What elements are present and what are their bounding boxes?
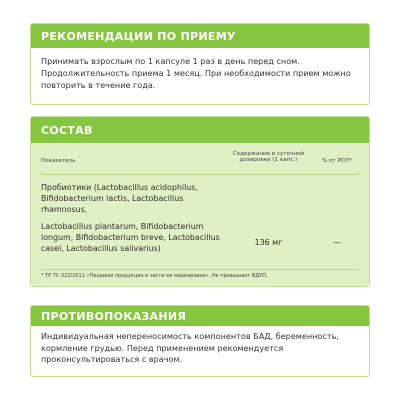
composition-table-header xyxy=(41,143,359,175)
composition-table xyxy=(31,143,369,287)
table-row xyxy=(41,175,359,213)
row-name: Пробиотики (Lactobacillus acidophilus, Bifidobacterium lactis, Lactobacillus rhamnosus, xyxy=(41,183,198,214)
header-amount: Содержание в суточной дозировке (1 капс.) xyxy=(232,151,305,163)
composition-footnote: * ТР ТС 022/2011 «Пищевая продукция в части ее маркировки». Не превышает ВДУП. xyxy=(41,269,359,279)
composition-card xyxy=(30,116,370,287)
composition-title: СОСТАВ xyxy=(31,117,369,143)
header-name: Показатель xyxy=(41,158,76,164)
table-row xyxy=(41,213,359,263)
row-rsp: — xyxy=(332,237,341,247)
dosage-text: Принимать взрослым по 1 капсуле 1 раз в день перед сном. Продолжительность приема 1 месяц. При необходимости прием можно повторить в течение года. xyxy=(31,48,369,97)
row-amount: 136 мг xyxy=(254,237,283,247)
row-amount xyxy=(222,182,315,213)
header-rsp: % от РСП* xyxy=(321,158,352,164)
row-name: Lactobacillus plantarum, Bifidobacterium longum, Bifidobacterium breve, Lactobacillus casei, Lactobacillus salivarius) xyxy=(41,222,220,253)
dosage-title: РЕКОМЕНДАЦИИ ПО ПРИЕМУ xyxy=(31,24,369,48)
contraindications-text: Индивидуальная непереносимость компонентов БАД, беременность, кормление грудью. Перед применением рекомендуется проконсультироваться с врачом. xyxy=(31,326,369,371)
dosage-card xyxy=(30,23,370,105)
row-rsp xyxy=(315,182,359,213)
contraindications-card xyxy=(30,305,370,377)
contraindications-title: ПРОТИВОПОКАЗАНИЯ xyxy=(31,306,369,326)
